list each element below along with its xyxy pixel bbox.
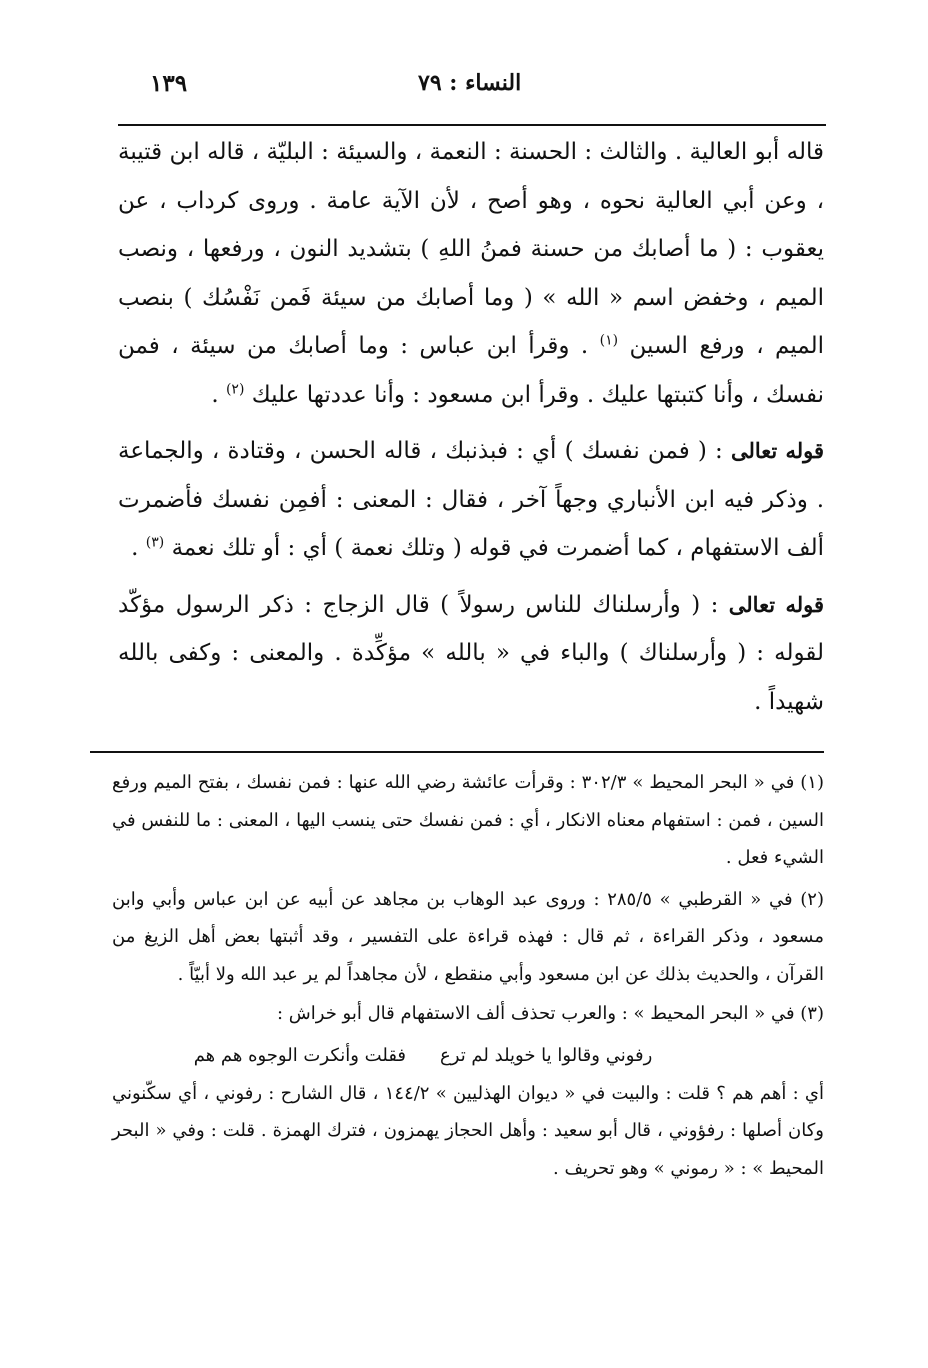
footnote-ref-2: (٢): [225, 380, 245, 397]
paragraph-1-tail-2: .: [211, 381, 226, 408]
paragraph-3: [118, 581, 824, 727]
footnote-3-rest: أي : أهم هم ؟ قلت : والبيت في « ديوان الهذليين » ١٤٤/٢ ، قال الشارح : رفوني ، أي سكّنوني وكان أصلها : رفؤوني ، قال أبو سعيد : وأهل الحجاز يهمزون ، فترك الهمزة . قلت : وفي « البحر المحيط » : « رموني » وهو تحريف .: [112, 1082, 824, 1179]
paragraph-1-text: قاله أبو العالية . والثالث : الحسنة : النعمة ، والسيئة : البليّة ، قاله ابن قتيبة ، وعن أبي العالية نحوه ، وهو أصح ، لأن الآية عامة . وروى كرداب ، عن يعقوب : ( ما أصابك من حسنة فمنُ اللهِ ) بتشديد النون ، ورفعها ، ونصب الميم ، وخفض اسم « الله » ( وما أصابك من سيئة فَمن نَفْسُك ) بنصب الميم ، ورفع السين: [118, 139, 824, 359]
main-text: [118, 128, 824, 726]
footnotes: [112, 764, 824, 1191]
running-title: النساء : ٧٩: [418, 70, 522, 96]
poem-hemistich-1: رفوني وقالوا يا خويلد لم ترع: [440, 1044, 653, 1066]
header-divider: [118, 124, 826, 126]
paragraph-2-tail: .: [131, 535, 146, 561]
page-number: ١٣٩: [150, 70, 188, 97]
paragraph-3-text: : ( وأرسلناك للناس رسولاً ) قال الزجاج : ذكر الرسول مؤكّد لقوله : ( وأرسلناك ) والباء في « بالله » مؤكِّدة . والمعنى : وكفى بالله شهيداً .: [118, 591, 824, 715]
paragraph-3-lead: قوله تعالى: [728, 591, 824, 617]
page-header: [118, 66, 826, 106]
paragraph-1: [118, 128, 824, 419]
footnote-ref-1: (١): [599, 332, 619, 349]
footnote-2: (٢) في « القرطبي » ٢٨٥/٥ : وروى عبد الوهاب بن مجاهد عن أبيه عن ابن عباس وأبي وابن مسعود ، وذكر القراءة ، ثم قال : فهذه قراءة على التفسير ، وقد أثبتها بعض أهل الزيغ من القرآن ، والحديث بذلك عن ابن مسعود وأبي منقطع ، لأن مجاهداً لم ير عبد الله ولا أبيّاً .: [112, 888, 824, 985]
poem-verse: [112, 1037, 824, 1075]
footnote-1: (١) في « البحر المحيط » ٣٠٢/٣ : وقرأت عائشة رضي الله عنها : فمن نفسك ، بفتح الميم ورفع السين ، فمن : استفهام معناه الانكار ، أي : فمن نفسك حتى ينسب اليها ، المعنى : ما للنفس في الشيء فعل .: [112, 772, 824, 868]
paragraph-2: [118, 427, 824, 573]
footnote-3-intro: (٣) في « البحر المحيط » : والعرب تحذف ألف الاستفهام قال أبو خراش :: [277, 1003, 824, 1024]
footnote-ref-3: (٣): [145, 534, 165, 551]
paragraph-1-tail: . وقرأ ابن عباس : وما أصابك من سيئة ، فمن نفسك ، وأنا كتبتها عليك . وقرأ ابن مسعود : وأنا عددتها عليك: [118, 333, 824, 408]
footnote-divider: [90, 751, 824, 753]
poem-hemistich-2: فقلت وأنكرت الوجوه هم هم: [193, 1044, 407, 1066]
paragraph-2-text: : ( فمن نفسك ) أي : فبذنبك ، قاله الحسن ، وقتادة ، والجماعة . وذكر فيه ابن الأنباري وجهاً آخر ، فقال : المعنى : أفمِن نفسك فأضمرت ألف الاستفهام ، كما أضمرت في قوله ( وتلك نعمة ) أي : أو تلك نعمة: [118, 438, 824, 561]
paragraph-2-lead: قوله تعالى: [730, 438, 824, 463]
